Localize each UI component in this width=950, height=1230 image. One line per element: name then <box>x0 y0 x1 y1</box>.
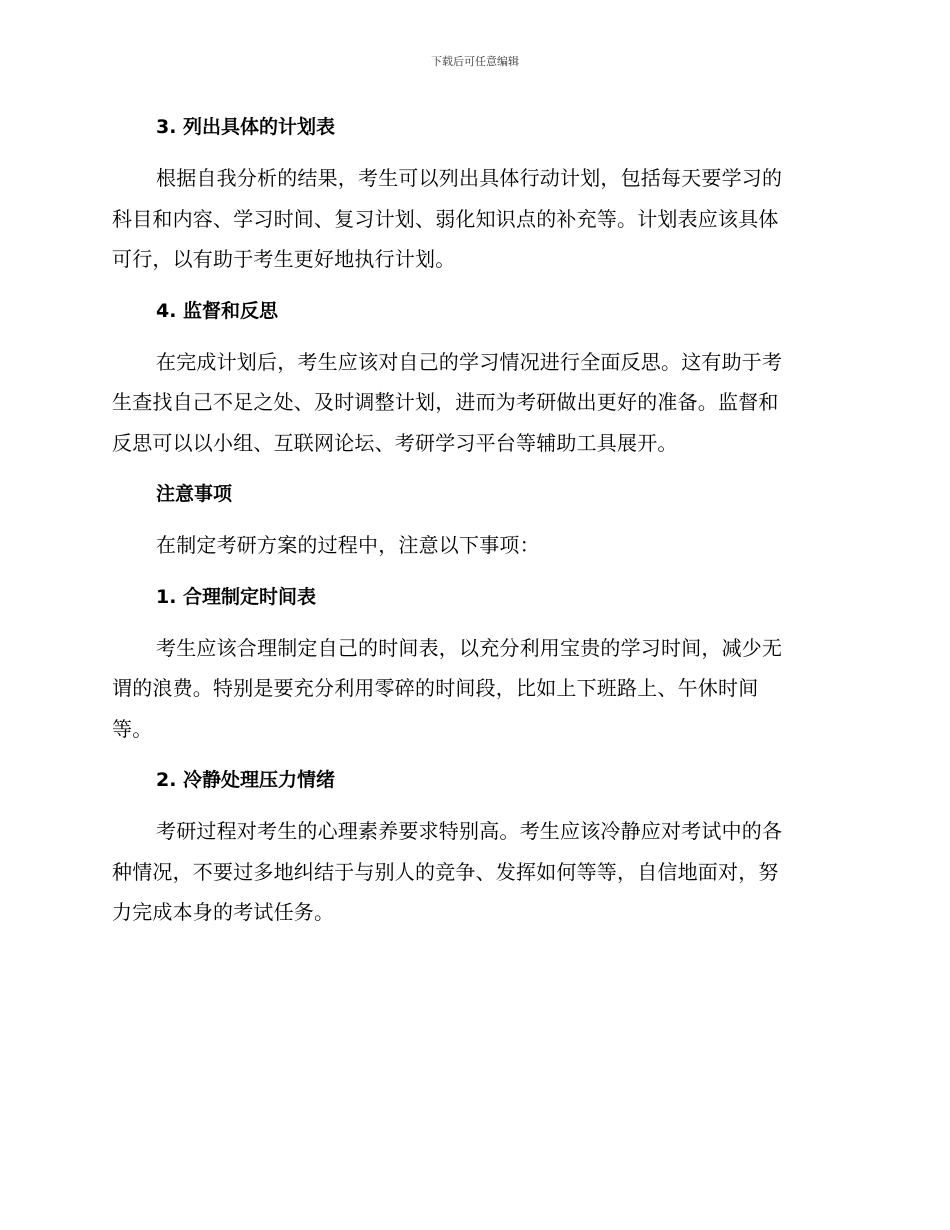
paragraph-line: 反思可以以小组、互联网论坛、考研学习平台等辅助工具展开。 <box>112 430 678 455</box>
paragraph-line: 生查找自己不足之处、及时调整计划，进而为考研做出更好的准备。监督和 <box>112 390 779 414</box>
section-heading: 1. 合理制定时间表 <box>156 585 317 608</box>
section-paragraph <box>112 342 837 464</box>
section-paragraph <box>112 811 837 933</box>
paragraph-line: 根据自我分析的结果，考生可以列出具体行动计划，包括每天要学习的 <box>156 166 783 190</box>
section-paragraph <box>112 158 837 280</box>
section-heading: 2. 冷静处理压力情绪 <box>156 769 336 791</box>
paragraph-line: 考研过程对考生的心理素养要求特别高。考生应该冷静应对考试中的各 <box>156 819 783 843</box>
paragraph-line: 等。 <box>112 716 153 741</box>
paragraph-line: 在完成计划后，考生应该对自己的学习情况进行全面反思。这有助于考 <box>156 349 783 374</box>
paragraph-line: 种情况，不要过多地纠结于与别人的竞争、发挥如何等等，自信地面对，努 <box>112 859 779 884</box>
page-header-note: 下载后可任意编辑 <box>431 55 519 68</box>
paragraph-line: 考生应该合理制定自己的时间表，以充分利用宝贵的学习时间，减少无 <box>156 635 783 660</box>
paragraph-line: 谓的浪费。特别是要充分利用零碎的时间段，比如上下班路上、午休时间 <box>112 676 759 700</box>
document-body <box>112 104 837 941</box>
section-paragraph <box>112 628 837 750</box>
paragraph-line: 在制定考研方案的过程中，注意以下事项： <box>156 533 540 557</box>
section-heading: 注意事项 <box>156 483 233 505</box>
section-heading: 3. 列出具体的计划表 <box>156 116 336 138</box>
section-paragraph <box>112 525 837 566</box>
paragraph-line: 科目和内容、学习时间、复习计划、弱化知识点的补充等。计划表应该具体 <box>112 206 779 231</box>
paragraph-line: 可行，以有助于考生更好地执行计划。 <box>112 247 456 271</box>
paragraph-line: 力完成本身的考试任务。 <box>112 900 335 924</box>
section-heading: 4. 监督和反思 <box>156 299 279 322</box>
